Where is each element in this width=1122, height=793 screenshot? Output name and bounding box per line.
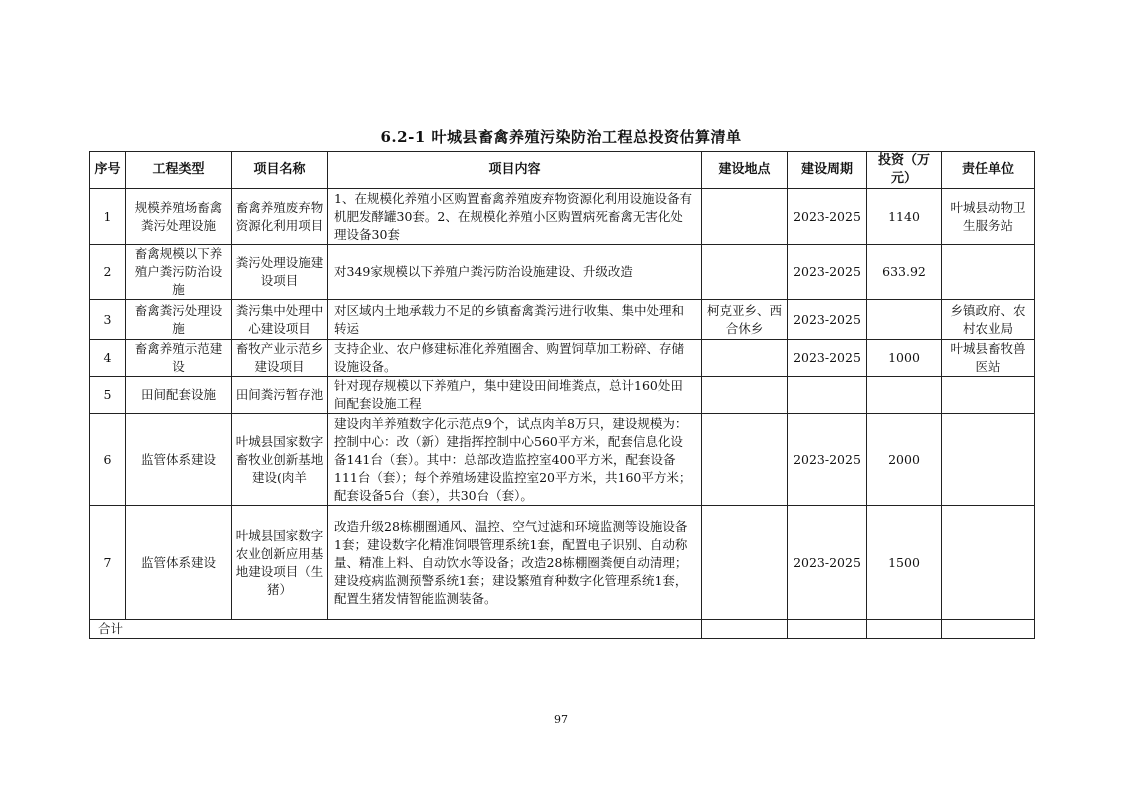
total-unit — [942, 620, 1035, 639]
header-content: 项目内容 — [328, 152, 702, 189]
header-no: 序号 — [90, 152, 126, 189]
table-row — [90, 506, 1035, 620]
cell-unit — [942, 414, 1035, 506]
table-row — [90, 300, 1035, 340]
header-unit: 责任单位 — [942, 152, 1035, 189]
table-row — [90, 245, 1035, 300]
cell-investment: 1140 — [867, 189, 942, 245]
cell-type: 规模养殖场畜禽粪污处理设施 — [126, 189, 232, 245]
cell-location — [702, 414, 788, 506]
table-row — [90, 414, 1035, 506]
table-row — [90, 377, 1035, 414]
cell-unit — [942, 377, 1035, 414]
cell-unit — [942, 506, 1035, 620]
cell-investment: 2000 — [867, 414, 942, 506]
cell-name: 粪污处理设施建设项目 — [232, 245, 328, 300]
cell-content: 对区域内土地承载力不足的乡镇畜禽粪污进行收集、集中处理和转运 — [328, 300, 702, 340]
cell-period: 2023-2025 — [788, 340, 867, 377]
header-period: 建设周期 — [788, 152, 867, 189]
cell-content: 改造升级28栋棚圈通风、温控、空气过滤和环境监测等设施设备1套；建设数字化精准饲喂管理系统1套，配置电子识别、自动称量、精准上料、自动饮水等设备；改造28栋棚圈粪便自动清理；建设疫病监测预警系统1套；建设繁殖育种数字化管理系统1套，配置生猪发情智能监测装备。 — [328, 506, 702, 620]
cell-no: 1 — [90, 189, 126, 245]
cell-name: 畜牧产业示范乡建设项目 — [232, 340, 328, 377]
cell-location: 柯克亚乡、西合休乡 — [702, 300, 788, 340]
cell-period: 2023-2025 — [788, 245, 867, 300]
cell-name: 畜禽养殖废弃物资源化利用项目 — [232, 189, 328, 245]
header-investment: 投资（万元） — [867, 152, 942, 189]
cell-type: 畜禽养殖示范建设 — [126, 340, 232, 377]
cell-no: 5 — [90, 377, 126, 414]
total-investment — [867, 620, 942, 639]
cell-period: 2023-2025 — [788, 189, 867, 245]
page-number: 97 — [554, 713, 568, 726]
cell-investment — [867, 377, 942, 414]
cell-location — [702, 245, 788, 300]
cell-name: 粪污集中处理中心建设项目 — [232, 300, 328, 340]
cell-no: 3 — [90, 300, 126, 340]
table-title: 6.2-1 叶城县畜禽养殖污染防治工程总投资估算清单 — [380, 128, 742, 146]
cell-location — [702, 377, 788, 414]
cell-investment — [867, 300, 942, 340]
cell-unit: 叶城县动物卫生服务站 — [942, 189, 1035, 245]
cell-location — [702, 506, 788, 620]
cell-no: 7 — [90, 506, 126, 620]
total-row — [90, 620, 1035, 639]
cell-name: 叶城县国家数字农业创新应用基地建设项目（生猪） — [232, 506, 328, 620]
cell-no: 4 — [90, 340, 126, 377]
header-type: 工程类型 — [126, 152, 232, 189]
cell-content: 针对现存规模以下养殖户，集中建设田间堆粪点，总计160处田间配套设施工程 — [328, 377, 702, 414]
cell-period: 2023-2025 — [788, 506, 867, 620]
cell-type: 畜禽粪污处理设施 — [126, 300, 232, 340]
cell-investment: 1000 — [867, 340, 942, 377]
cell-type: 田间配套设施 — [126, 377, 232, 414]
cell-type: 监管体系建设 — [126, 506, 232, 620]
cell-content: 1、在规模化养殖小区购置畜禽养殖废弃物资源化利用设施设备有机肥发酵罐30套。2、在规模化养殖小区购置病死畜禽无害化处理设备30套 — [328, 189, 702, 245]
cell-name: 叶城县国家数字畜牧业创新基地建设(肉羊 — [232, 414, 328, 506]
header-row — [90, 152, 1035, 189]
header-name: 项目名称 — [232, 152, 328, 189]
cell-content: 对349家规模以下养殖户粪污防治设施建设、升级改造 — [328, 245, 702, 300]
cell-investment: 633.92 — [867, 245, 942, 300]
header-location: 建设地点 — [702, 152, 788, 189]
total-period — [788, 620, 867, 639]
cell-investment: 1500 — [867, 506, 942, 620]
cell-content: 建设肉羊养殖数字化示范点9个，试点肉羊8万只，建设规模为：控制中心：改（新）建指挥控制中心560平方米，配套信息化设备141台（套）。其中：总部改造监控室400平方米，配套设备111台（套）；每个养殖场建设监控室20平方米，共160平方米；配套设备5台（套），共30台（套）。 — [328, 414, 702, 506]
table-row — [90, 340, 1035, 377]
cell-name: 田间粪污暂存池 — [232, 377, 328, 414]
cell-period: 2023-2025 — [788, 414, 867, 506]
cell-period: 2023-2025 — [788, 300, 867, 340]
cell-location — [702, 189, 788, 245]
total-label: 合计 — [90, 620, 702, 639]
cell-unit: 乡镇政府、农村农业局 — [942, 300, 1035, 340]
investment-table — [89, 151, 1035, 639]
cell-no: 6 — [90, 414, 126, 506]
total-location — [702, 620, 788, 639]
cell-unit — [942, 245, 1035, 300]
table-row — [90, 189, 1035, 245]
cell-type: 畜禽规模以下养殖户粪污防治设施 — [126, 245, 232, 300]
cell-content: 支持企业、农户修建标准化养殖圈舍、购置饲草加工粉碎、存储设施设备。 — [328, 340, 702, 377]
cell-period — [788, 377, 867, 414]
cell-no: 2 — [90, 245, 126, 300]
cell-location — [702, 340, 788, 377]
cell-type: 监管体系建设 — [126, 414, 232, 506]
cell-unit: 叶城县畜牧兽医站 — [942, 340, 1035, 377]
